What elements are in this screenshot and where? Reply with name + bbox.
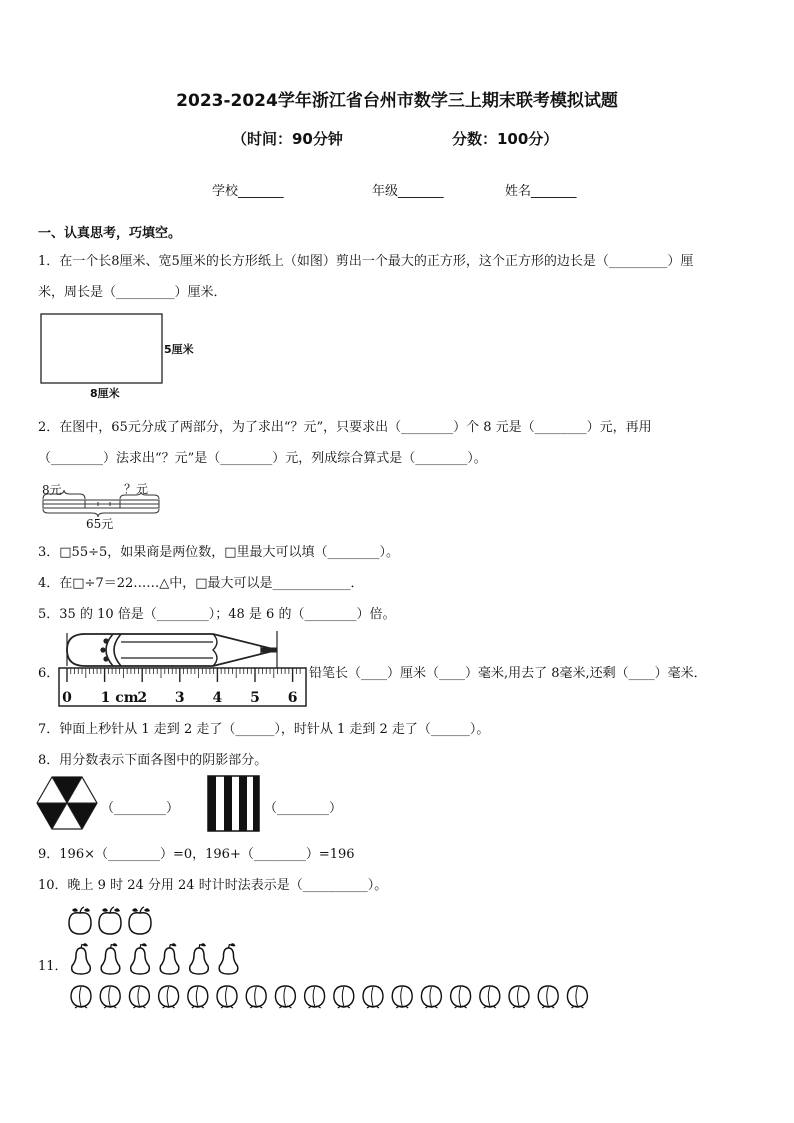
ruler-label: 1 cm xyxy=(100,690,139,706)
segment-right-label: ？元 xyxy=(124,482,149,496)
exam-time: （时间：90分钟 xyxy=(232,130,343,148)
question-2-line-1: 2．在图中，65元分成了两部分，为了求出“？元”，只要求出（________）个 8 元是（________）元，再用 xyxy=(38,420,652,435)
question-2-line-2: （________）法求出“？元”是（________）元，列成综合算式是（________）。 xyxy=(38,451,487,466)
rectangle-length-label: 8厘米 xyxy=(90,387,120,400)
page-title: 2023-2024学年浙江省台州市数学三上期末联考模拟试题 xyxy=(176,91,618,111)
pencil-ruler-figure xyxy=(55,628,309,710)
peach-icon xyxy=(334,986,354,1008)
question-4: 4．在□÷7＝22……△中，□最大可以是____________． xyxy=(38,576,364,591)
apple-icon xyxy=(69,907,91,934)
peach-icon xyxy=(246,986,266,1008)
segment-left-label: 8元 xyxy=(42,483,62,497)
striped-square-figure xyxy=(207,775,261,833)
peach-icon xyxy=(509,986,529,1008)
peach-icon xyxy=(392,986,412,1008)
hexagon-figure xyxy=(36,774,100,834)
name-field: 姓名_______ xyxy=(505,184,577,199)
question-6-number: 6． xyxy=(38,666,60,681)
ruler-label: 6 xyxy=(287,690,298,706)
question-7: 7．钟面上秒针从 1 走到 2 走了（______），时针从 1 走到 2 走了（______）。 xyxy=(38,722,490,737)
peach-icon xyxy=(363,986,383,1008)
pear-icon xyxy=(101,943,120,974)
peach-icon xyxy=(159,986,179,1008)
apple-row xyxy=(69,907,151,934)
grade-field: 年级_______ xyxy=(372,184,444,199)
peach-icon xyxy=(305,986,325,1008)
peach-icon xyxy=(129,986,149,1008)
pear-icon xyxy=(190,943,209,974)
fraction-blank-2: （________） xyxy=(264,801,343,816)
exam-score: 分数：100分） xyxy=(452,130,559,148)
pear-icon xyxy=(131,943,150,974)
school-field: 学校_______ xyxy=(212,184,284,199)
peach-icon xyxy=(480,986,500,1008)
peach-icon xyxy=(100,986,120,1008)
peach-icon xyxy=(71,986,91,1008)
question-10: 10．晚上 9 时 24 分用 24 时计时法表示是（__________）。 xyxy=(38,878,388,893)
fruit-figure xyxy=(64,904,604,1016)
peach-icon xyxy=(451,986,471,1008)
question-1-line-1: 1．在一个长8厘米、宽5厘米的长方形纸上（如图）剪出一个最大的正方形，这个正方形的边长是（_________）厘 xyxy=(38,254,694,269)
question-5: 5．35 的 10 倍是（________）；48 是 6 的（________）倍。 xyxy=(38,607,396,622)
pear-row xyxy=(72,943,238,974)
peach-icon xyxy=(421,986,441,1008)
pear-icon xyxy=(72,943,91,974)
peach-row xyxy=(71,986,587,1008)
question-6-text: 铅笔长（____）厘米（____）毫米,用去了 8毫米,还剩（____）毫米． xyxy=(309,666,707,681)
peach-icon xyxy=(538,986,558,1008)
peach-icon xyxy=(275,986,295,1008)
ruler-label: 4 xyxy=(212,690,223,706)
question-1-line-2: 米，周长是（_________）厘米． xyxy=(38,285,227,300)
ruler-label: 5 xyxy=(250,690,260,706)
question-11-number: 11． xyxy=(38,959,68,974)
question-8: 8．用分数表示下面各图中的阴影部分。 xyxy=(38,753,268,768)
peach-icon xyxy=(567,986,587,1008)
apple-icon xyxy=(129,907,151,934)
question-9: 9．196×（________）=0，196+（________）=196 xyxy=(38,847,355,862)
rectangle-figure xyxy=(40,312,200,402)
pear-icon xyxy=(160,943,179,974)
segment-total-label: 65元 xyxy=(86,517,114,531)
ruler-label: 3 xyxy=(174,690,185,706)
peach-icon xyxy=(217,986,237,1008)
ruler-label: 2 xyxy=(137,690,148,706)
peach-icon xyxy=(188,986,208,1008)
section-heading: 一、认真思考，巧填空。 xyxy=(38,226,182,241)
question-3: 3．□55÷5，如果商是两位数，□里最大可以填（________）。 xyxy=(38,545,400,560)
rectangle-width-label: 5厘米 xyxy=(164,343,194,356)
ruler-label: 0 xyxy=(62,690,72,706)
pear-icon xyxy=(219,943,238,974)
apple-icon xyxy=(99,907,121,934)
fraction-blank-1: （________） xyxy=(101,801,180,816)
